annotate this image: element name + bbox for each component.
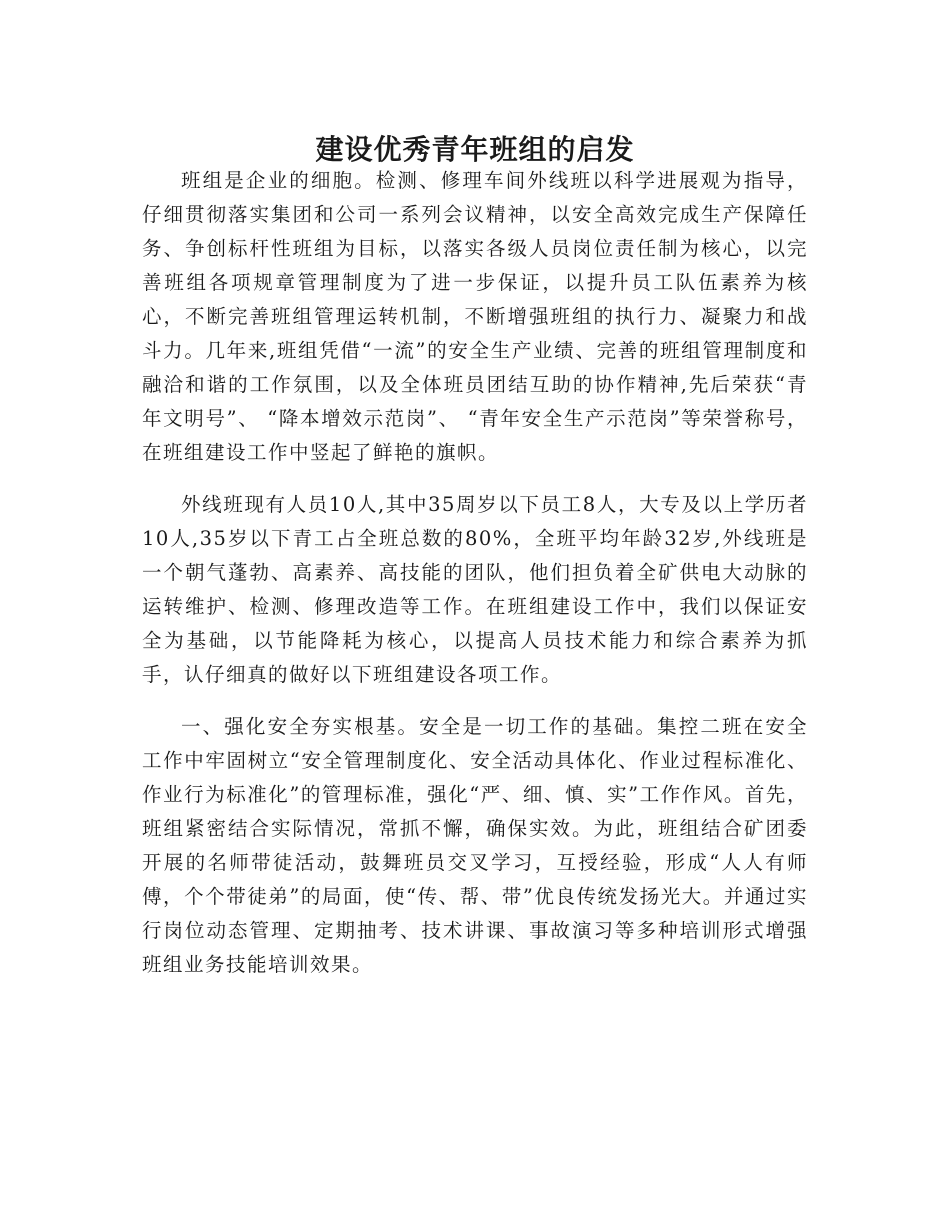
paragraph-2: 外线班现有人员10人,其中35周岁以下员工8人，大专及以上学历者10人,35岁以下青工占全班总数的80%，全班平均年龄32岁,外线班是一个朝气蓬勃、高素养、高技能的团队，他们担负着全矿供电大动脉的运转维护、检测、修理改造等工作。在班组建设工作中，我们以保证安全为基础，以节能降耗为核心，以提高人员技术能力和综合素养为抓手，认仔细真的做好以下班组建设各项工作。 [142,493,808,686]
paragraph-3: 一、强化安全夯实根基。安全是一切工作的基础。集控二班在安全工作中牢固树立“安全管理制度化、安全活动具体化、作业过程标准化、作业行为标准化”的管理标准，强化“严、细、慎、实”工作作风。首先，班组紧密结合实际情况，常抓不懈，确保实效。为此，班组结合矿团委开展的名师带徒活动，鼓舞班员交叉学习，互授经验，形成“人人有师傅，个个带徒弟”的局面，使“传、帮、带”优良传统发扬光大。并通过实行岗位动态管理、定期抽考、技术讲课、事故演习等多种培训形式增强班组业务技能培训效果。 [142,715,808,976]
document-body [142,164,808,982]
paragraph-1: 班组是企业的细胞。检测、修理车间外线班以科学进展观为指导，仔细贯彻落实集团和公司一系列会议精神，以安全高效完成生产保障任务、争创标杆性班组为目标，以落实各级人员岗位责任制为核心，以完善班组各项规章管理制度为了进一步保证，以提升员工队伍素养为核心，不断完善班组管理运转机制，不断增强班组的执行力、凝聚力和战斗力。几年来,班组凭借“一流”的安全生产业绩、完善的班组管理制度和融洽和谐的工作氛围，以及全体班员团结互助的协作精神,先后荣获“青年文明号”、 “降本增效示范岗”、 “青年安全生产示范岗”等荣誉称号，在班组建设工作中竖起了鲜艳的旗帜。 [142,169,808,464]
document-title: 建设优秀青年班组的启发 [315,132,635,166]
